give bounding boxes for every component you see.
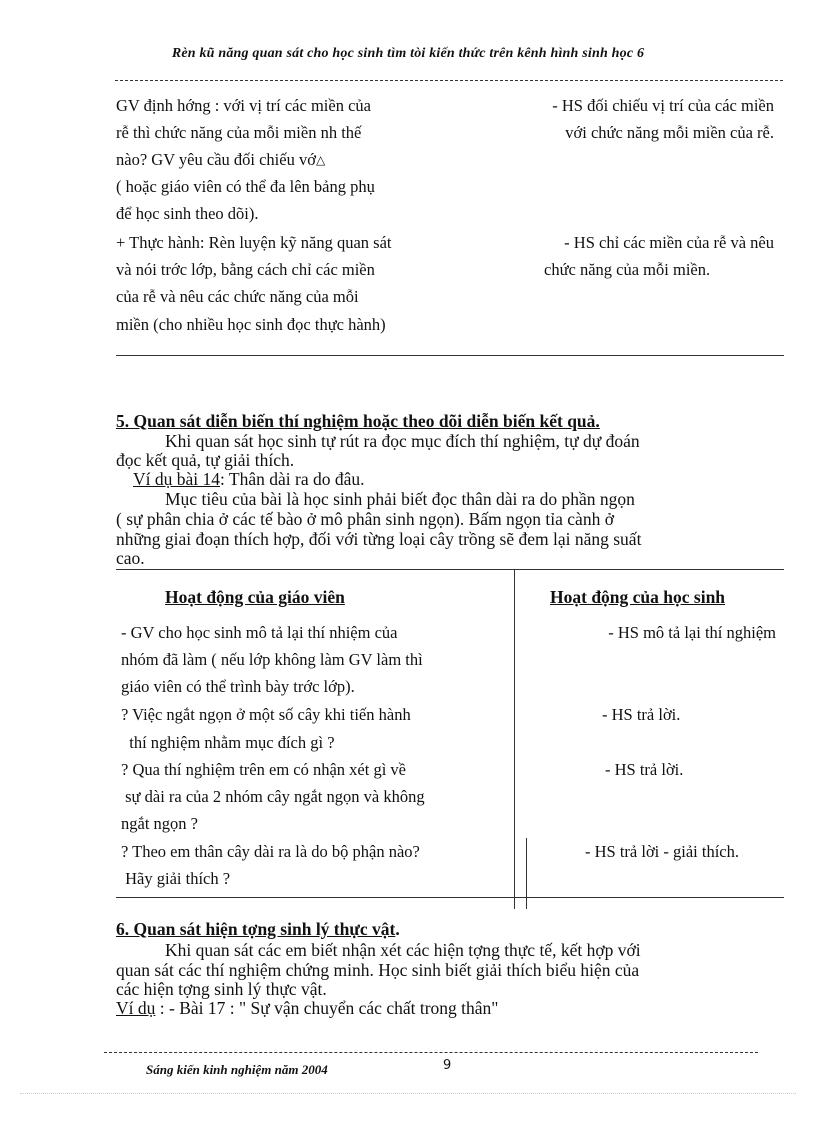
top-left-line: miền (cho nhiều học sinh đọc thực hành) — [116, 315, 386, 334]
teacher-line: giáo viên có thể trình bày trớc lớp). — [121, 677, 355, 696]
section6-para-line2: quan sát các thí nghiệm chứng minh. Học sinh biết giải thích biểu hiện của — [116, 960, 640, 980]
teacher-line: ? Việc ngắt ngọn ở một số cây khi tiến hành — [121, 705, 411, 724]
section6-heading: 6. Quan sát hiện tợng sinh lý thực vật — [116, 919, 396, 939]
example-text: : Thân dài ra do đâu. — [220, 469, 365, 489]
top-right-line: với chức năng mỗi miền của rễ. — [565, 123, 774, 142]
section6-example — [116, 1000, 498, 1016]
top-left-line: GV định hớng : với vị trí các miền của — [116, 96, 371, 115]
top-left-line: để học sinh theo dõi). — [116, 204, 259, 223]
student-line: - HS trả lời. — [605, 760, 684, 779]
teacher-line: - GV cho học sinh mô tả lại thí nhiệm của — [121, 623, 398, 642]
section5-para2-line1: Mục tiêu của bài là học sinh phải biết đọc thân dài ra do phần ngọn — [165, 489, 635, 509]
teacher-line: ? Qua thí nghiệm trên em có nhận xét gì về — [121, 760, 406, 779]
example-label: Ví dụ bài 14 — [133, 469, 221, 489]
section5-para2-line4: cao. — [116, 548, 145, 568]
teacher-line: thí nghiệm nhằm mục đích gì ? — [121, 733, 335, 752]
top-left-text: nào? GV yêu cầu đối chiếu vớ — [116, 150, 316, 169]
top-left-line: + Thực hành: Rèn luyện kỹ năng quan sát — [116, 233, 392, 252]
section6-heading-row — [116, 921, 400, 937]
teacher-line: sự dài ra của 2 nhóm cây ngắt ngọn và không — [121, 787, 425, 806]
teacher-line: ? Theo em thân cây dài ra là do bộ phận nào? — [121, 842, 420, 861]
section5-para2-line3: những giai đoạn thích hợp, đối với từng loại cây trồng sẽ đem lại năng suất — [116, 529, 642, 549]
activity-table-divider — [514, 569, 515, 909]
section6-para-line1: Khi quan sát các em biết nhận xét các hiện tợng thực tế, kết hợp với — [165, 940, 641, 960]
teacher-line: Hãy giải thích ? — [121, 869, 231, 888]
top-left-line: ( hoặc giáo viên có thể đa lên bảng phụ — [116, 177, 375, 196]
footer-text: Sáng kiến kinh nghiệm năm 2004 — [146, 1062, 328, 1077]
top-left-line — [116, 146, 325, 174]
top-right-line: - HS đối chiếu vị trí của các miền — [552, 96, 774, 115]
section5-para2-line2: ( sự phân chia ở các tế bào ở mô phân sinh ngọn). Bấm ngọn tỉa cành ở — [116, 509, 614, 529]
section5-para1-line1: Khi quan sát học sinh tự rút ra đọc mục đích thí nghiệm, tự dự đoán — [165, 431, 640, 451]
page-number: 9 — [443, 1058, 452, 1073]
student-line: - HS mô tả lại thí nghiệm — [608, 623, 776, 642]
activity-table-top-border — [116, 569, 784, 570]
example-label: Ví dụ — [116, 998, 156, 1018]
section5-example — [133, 471, 365, 487]
page-edge-line — [20, 1093, 796, 1094]
student-line: - HS trả lời. — [602, 705, 681, 724]
header-divider — [115, 80, 783, 81]
section5-heading: 5. Quan sát diễn biến thí nghiệm hoặc theo dõi diễn biến kết quả. — [116, 411, 600, 431]
activity-table-divider-extra — [526, 838, 527, 909]
top-table-bottom-border — [116, 355, 784, 356]
teacher-line: nhóm đã làm ( nếu lớp không làm GV làm thì — [121, 650, 423, 669]
top-left-line: và nói trớc lớp, bằng cách chỉ các miền — [116, 260, 375, 279]
top-right-line: - HS chỉ các miền của rễ và nêu — [564, 233, 774, 252]
top-left-line: rễ thì chức năng của mỗi miền nh thế — [116, 123, 362, 142]
footer-divider — [104, 1052, 758, 1053]
student-line: - HS trả lời - giải thích. — [585, 842, 739, 861]
teacher-column-header: Hoạt động của giáo viên — [165, 587, 345, 607]
page-header: Rèn kũ năng quan sát cho học sinh tìm tòi kiến thức trên kênh hình sinh học 6 — [171, 46, 645, 61]
section6-heading-end: . — [395, 919, 400, 939]
activity-table-bottom-border — [116, 897, 784, 898]
top-left-line: của rễ và nêu các chức năng của mỗi — [116, 287, 359, 306]
triangle-icon: △ — [315, 153, 326, 167]
example-text: : - Bài 17 : " Sự vận chuyển các chất trong thân" — [155, 998, 499, 1018]
student-column-header: Hoạt động của học sinh — [550, 587, 726, 607]
section6-para-line3: các hiện tợng sinh lý thực vật. — [116, 979, 327, 999]
section5-para1-line2: đọc kết quả, tự giải thích. — [116, 450, 295, 470]
teacher-line: ngắt ngọn ? — [121, 814, 198, 833]
top-right-line: chức năng của mỗi miền. — [544, 260, 711, 279]
